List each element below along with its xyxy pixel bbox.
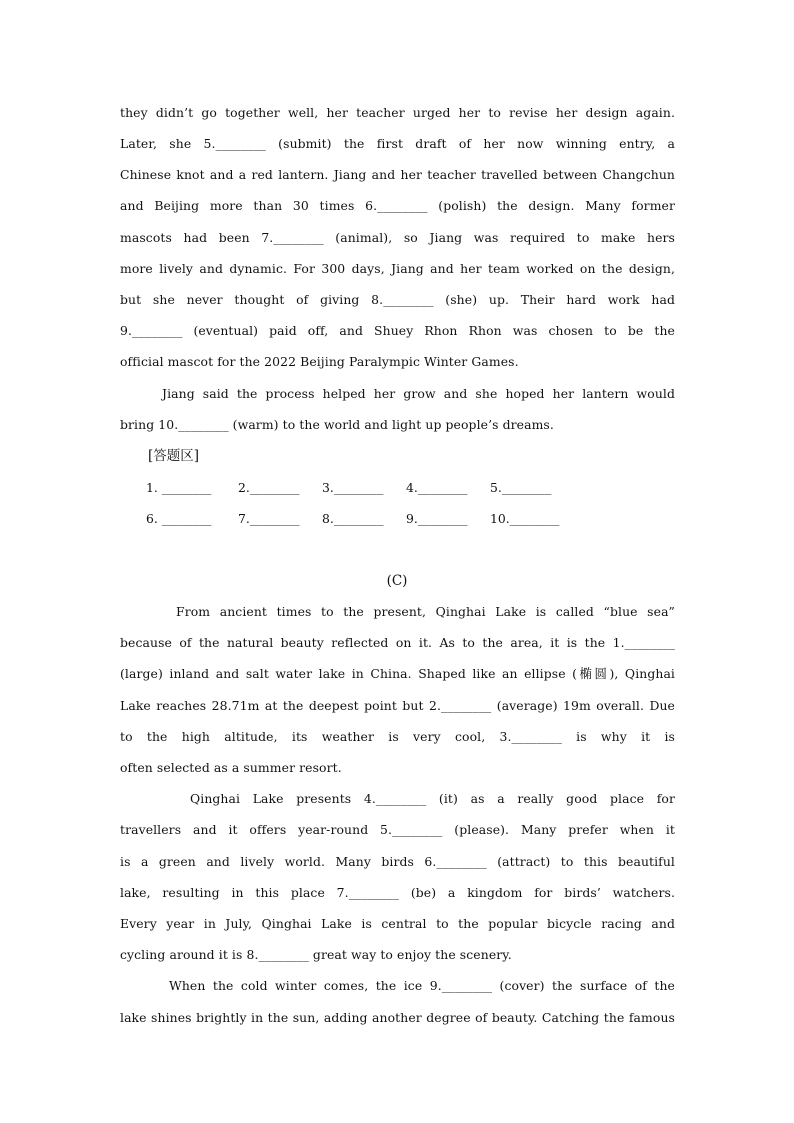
passage-c-line: Qinghai Lake presents 4.________ (it) as a really good place for [190, 791, 675, 806]
passage-c-line: to the high altitude, its weather is very cool, 3.________ is why it is [120, 729, 675, 744]
passage-c-line: travellers and it offers year-round 5.________ (please). Many prefer when it [120, 822, 675, 837]
passage-b-line: 9.________ (eventual) paid off, and Shuey Rhon Rhon was chosen to be the [120, 323, 675, 338]
passage-c-line: From ancient times to the present, Qinghai Lake is called “blue sea” [176, 604, 675, 619]
passage-c-line: often selected as a summer resort. [120, 760, 342, 775]
passage-b-line: but she never thought of giving 8.________ (she) up. Their hard work had [120, 292, 675, 307]
answer-blank[interactable]: 1. ________ [146, 480, 212, 495]
answer-area-label: [答题区] [148, 448, 200, 464]
answer-blank[interactable]: 7.________ [238, 511, 300, 526]
answer-blank[interactable]: 8.________ [322, 511, 384, 526]
section-title: (C) [386, 573, 408, 589]
passage-b-line: mascots had been 7.________ (animal), so Jiang was required to make hers [120, 230, 675, 245]
passage-c-line: lake shines brightly in the sun, adding another degree of beauty. Catching the famous [120, 1010, 675, 1025]
passage-c-line: (large) inland and salt water lake in China. Shaped like an ellipse (椭圆), Qinghai [120, 666, 675, 681]
passage-b-line: Jiang said the process helped her grow and she hoped her lantern would [162, 386, 675, 401]
answer-blank[interactable]: 5.________ [490, 480, 552, 495]
answer-row-2 [146, 511, 596, 529]
passage-b-line: bring 10.________ (warm) to the world and light up people’s dreams. [120, 417, 554, 432]
passage-b-line: official mascot for the 2022 Beijing Paralympic Winter Games. [120, 354, 519, 369]
passage-c-line: When the cold winter comes, the ice 9.________ (cover) the surface of the [169, 978, 675, 993]
passage-b-line: they didn’t go together well, her teacher urged her to revise her design again. [120, 105, 675, 120]
answer-blank[interactable]: 4.________ [406, 480, 468, 495]
passage-c-line: lake, resulting in this place 7.________ (be) a kingdom for birds’ watchers. [120, 885, 675, 900]
answer-row-1 [146, 480, 596, 498]
answer-blank[interactable]: 9.________ [406, 511, 468, 526]
passage-b-line: Later, she 5.________ (submit) the first draft of her now winning entry, a [120, 136, 675, 151]
passage-c-line: Lake reaches 28.71m at the deepest point but 2.________ (average) 19m overall. Due [120, 698, 675, 713]
answer-blank[interactable]: 10.________ [490, 511, 560, 526]
passage-c-line: Every year in July, Qinghai Lake is central to the popular bicycle racing and [120, 916, 675, 931]
passage-c-line: cycling around it is 8.________ great way to enjoy the scenery. [120, 947, 512, 962]
answer-blank[interactable]: 6. ________ [146, 511, 212, 526]
answer-blank[interactable]: 2.________ [238, 480, 300, 495]
passage-c-line: is a green and lively world. Many birds 6.________ (attract) to this beautiful [120, 854, 675, 869]
answer-blank[interactable]: 3.________ [322, 480, 384, 495]
passage-b-line: Chinese knot and a red lantern. Jiang and her teacher travelled between Changchun [120, 167, 675, 182]
passage-b-line: more lively and dynamic. For 300 days, Jiang and her team worked on the design, [120, 261, 675, 276]
passage-b-line: and Beijing more than 30 times 6.________ (polish) the design. Many former [120, 198, 675, 213]
passage-c-line: because of the natural beauty reflected on it. As to the area, it is the 1.________ [120, 635, 675, 650]
